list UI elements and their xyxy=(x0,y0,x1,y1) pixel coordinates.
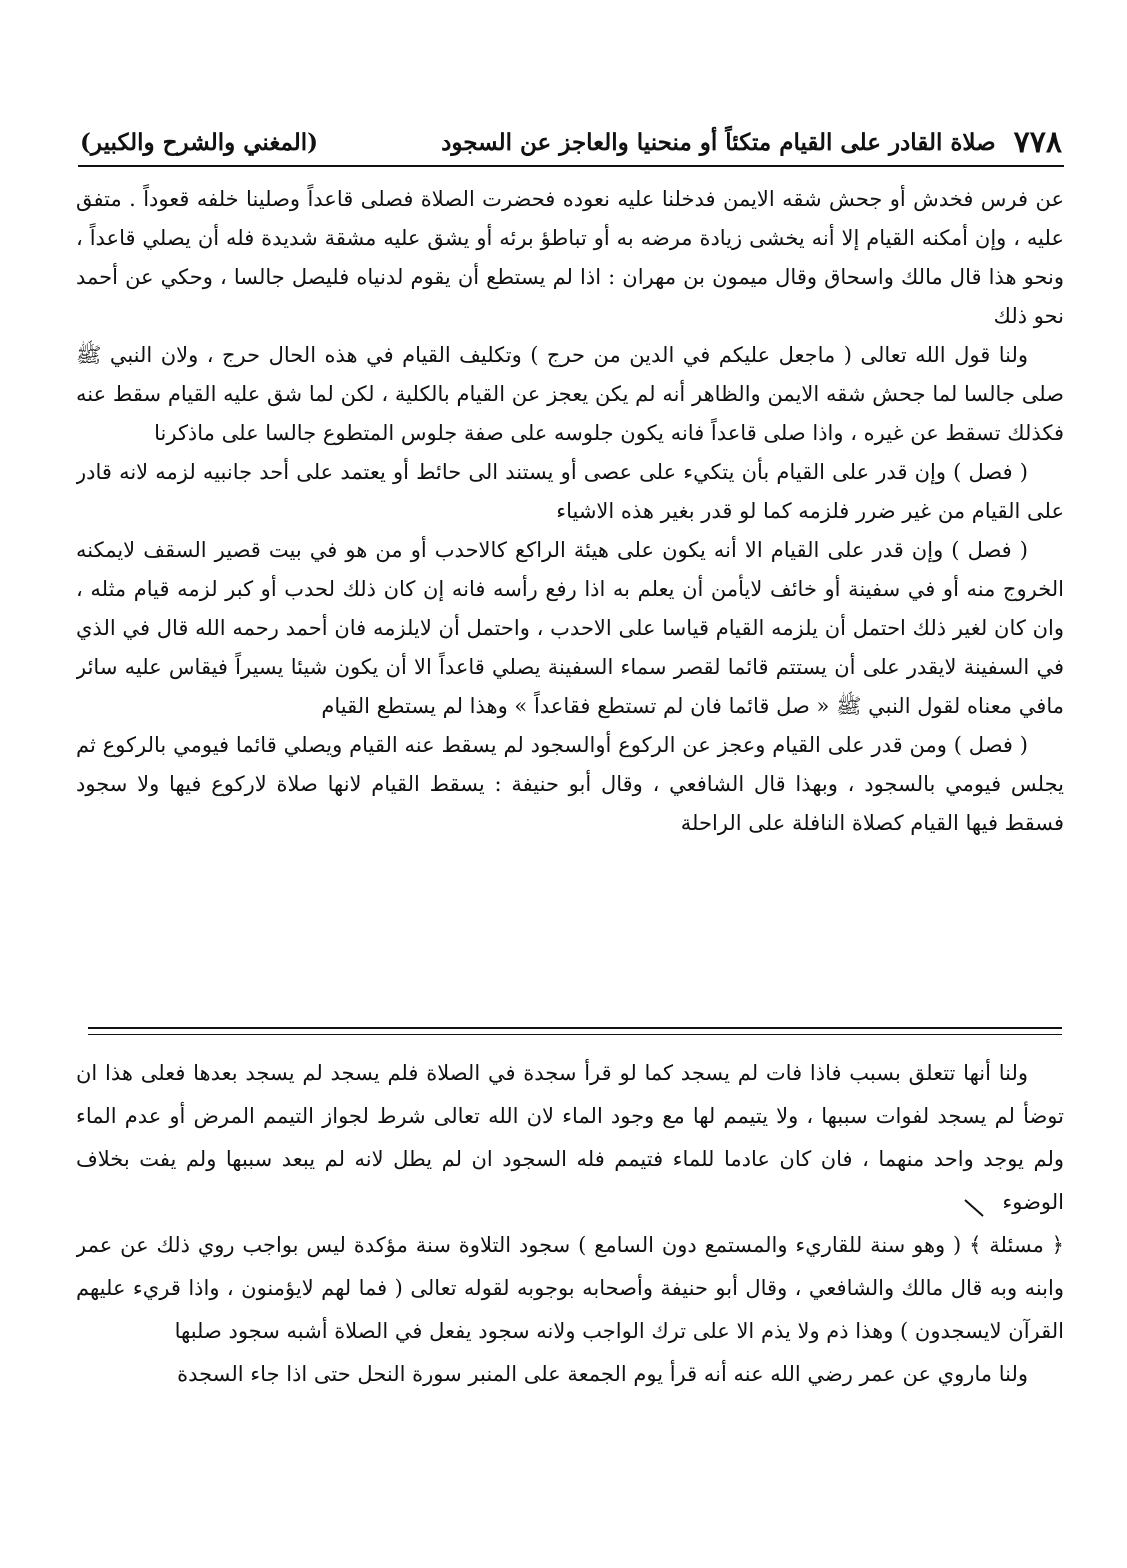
main-paragraph: عن فرس فخدش أو جحش شقه الايمن فدخلنا عليه نعوده فحضرت الصلاة فصلى قاعداً وصلينا خلفه قعوداً . متفق عليه ، وإن أمكنه القيام إلا أنه يخشى زيادة مرضه به أو تباطؤ برئه أو يشق عليه مشقة شديدة فله أن يصلي قاعداً ، ونحو هذا قال مالك واسحاق وقال ميمون بن مهران : اذا لم يستطع أن يقوم لدنياه فليصل جالسا ، وحكي عن أحمد نحو ذلك xyxy=(76,187,1064,328)
book-title: (المغني والشرح والكبير) xyxy=(80,128,319,156)
running-title: صلاة القادر على القيام متكئاً أو منحنيا والعاجز عن السجود xyxy=(441,128,996,156)
main-paragraph: ( فصل ) وإن قدر على القيام الا أنه يكون على هيئة الراكع كالاحدب أو من هو في بيت قصير السقف لايمكنه الخروج منه أو في سفينة أو خائف لايأمن أن يعلم به اذا رفع رأسه فانه إن كان ذلك لحدب أو كبر لزمه قيام مثله ، وان كان لغير ذلك احتمل أن يلزمه القيام قياسا على الاحدب ، واحتمل أن لايلزمه فان أحمد رحمه الله قال في الذي في السفينة لايقدر على أن يستتم قائما لقصر سماء السفينة يصلي قاعداً الا أن يكون شيئا يسيراً فيقاس عليه سائر مافي معناه لقول النبي ﷺ « صل قائما فان لم تستطع فقاعداً » وهذا لم يستطع القيام xyxy=(76,538,1064,718)
main-text xyxy=(76,180,1064,1015)
commentary-paragraph: ولنا أنها تتعلق بسبب فاذا فات لم يسجد كما لو قرأ سجدة في الصلاة فلم يسجد لم يسجد بعدها فعلى هذا ان توضأ لم يسجد لفوات سببها ، ولا يتيمم لها مع وجود الماء لان الله تعالى شرط لجواز التيمم المرض أو عدم الماء ولم يوجد واحد منهما ، فان كان عادما للماء فتيمم فله السجود ان لم يطل لانه لم يبعد سببها ولم يفت بخلاف الوضوء xyxy=(76,1061,1064,1214)
commentary-paragraph: ولنا ماروي عن عمر رضي الله عنه أنه قرأ يوم الجمعة على المنبر سورة النحل حتى اذا جاء السجدة xyxy=(177,1362,1028,1386)
page-header xyxy=(80,118,1062,166)
section-divider xyxy=(88,1027,1062,1035)
header-rule xyxy=(78,165,1064,167)
margin-mark xyxy=(963,1196,987,1220)
commentary-paragraph: ﴿ مسئلة ﴾ ( وهو سنة للقاريء والمستمع دون السامع ) سجود التلاوة سنة مؤكدة ليس بواجب روي ذلك عن عمر وابنه وبه قال مالك والشافعي ، وقال أبو حنيفة وأصحابه بوجوبه لقوله تعالى ( فما لهم لايؤمنون ، واذا قريء عليهم القرآن لايسجدون ) وهذا ذم ولا يذم الا على ترك الواجب ولانه سجود يفعل في الصلاة أشبه سجود صلبها xyxy=(76,1233,1064,1343)
commentary-text xyxy=(76,1052,1064,1462)
header-right-group xyxy=(441,125,1062,160)
main-paragraph: ولنا قول الله تعالى ( ماجعل عليكم في الدين من حرج ) وتكليف القيام في هذه الحال حرج ، ولان النبي ﷺ صلى جالسا لما جحش شقه الايمن والظاهر أنه لم يكن يعجز عن القيام بالكلية ، لكن لما شق عليه القيام سقط عنه فكذلك تسقط عن غيره ، واذا صلى قاعداً فانه يكون جلوسه على صفة جلوس المتطوع جالسا على ماذكرنا xyxy=(76,343,1064,445)
main-paragraph: ( فصل ) ومن قدر على القيام وعجز عن الركوع أوالسجود لم يسقط عنه القيام ويصلي قائما فيومي بالركوع ثم يجلس فيومي بالسجود ، وبهذا قال الشافعي ، وقال أبو حنيفة : يسقط القيام لانها صلاة لاركوع فيها ولا سجود فسقط فيها القيام كصلاة النافلة على الراحلة xyxy=(76,733,1064,835)
page-number: ٧٧٨ xyxy=(1013,124,1062,160)
main-paragraph: ( فصل ) وإن قدر على القيام بأن يتكيء على عصى أو يستند الى حائط أو يعتمد على أحد جانبيه لزمه لانه قادر على القيام من غير ضرر فلزمه كما لو قدر بغير هذه الاشياء xyxy=(76,460,1064,523)
